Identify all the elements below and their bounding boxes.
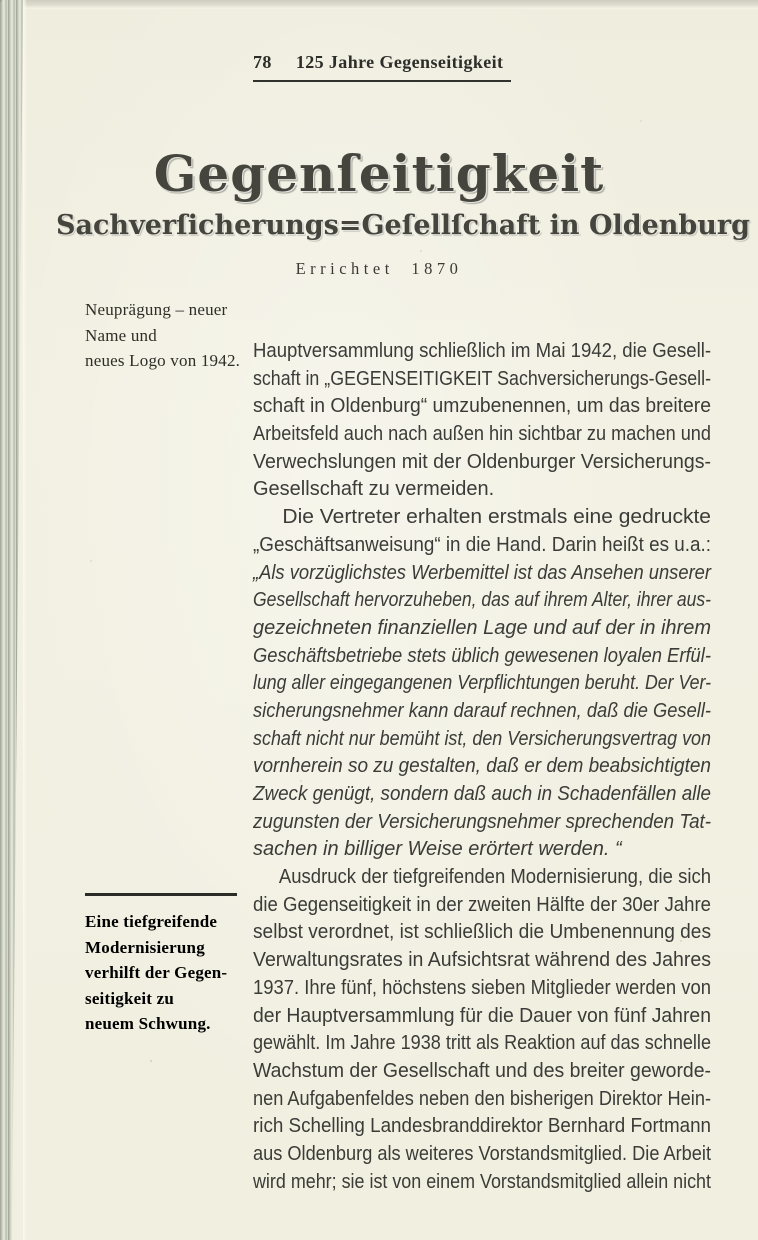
body-line-text: die Gegenseitigkeit in der zweiten Hälfte der 30er Jahre <box>253 893 711 916</box>
body-line-text: rich Schelling Landesbranddirektor Bernhard Fortmann <box>253 1115 711 1138</box>
caption-line: neues Logo von 1942. <box>85 351 241 370</box>
logo-subtitle: Sachverſicherungs=Geſellſchaft in Oldenburg <box>56 210 751 241</box>
running-head-title: 125 Jahre Gegenseitigkeit <box>295 52 504 72</box>
body-line <box>253 670 711 698</box>
body-line-text: 1937. Ihre fünf, höchstens sieben Mitglieder werden von <box>253 976 711 999</box>
body-line-text: vornherein so zu gestalten, daß er dem beabsichtigten <box>253 755 711 778</box>
body-line <box>253 476 711 504</box>
body-line <box>253 781 711 809</box>
body-line-text: selbst verordnet, ist schließlich die Umbenennung des <box>253 921 711 944</box>
body-line-text: Zweck genügt, sondern daß auch in Schadenfällen alle <box>253 783 711 805</box>
body-line <box>253 975 711 1003</box>
body-line <box>253 947 711 975</box>
body-line-text: Ausdruck der tiefgreifenden Modernisierung, die sich <box>278 866 711 889</box>
note-line: Eine tiefgreifende <box>85 912 218 931</box>
body-line <box>253 836 711 864</box>
margin-note <box>85 893 253 1037</box>
body-line-text: aus Oldenburg als weiteres Vorstandsmitglied. Die Arbeit <box>253 1142 711 1165</box>
body-line-text: zugunsten der Versicherungsnehmer sprechenden Tat- <box>253 810 711 833</box>
body-line-text: gewählt. Im Jahre 1938 tritt als Reaktion auf das schnelle <box>253 1032 711 1055</box>
body-line-text: schaft nicht nur bemüht ist, den Versicherungsvertrag von <box>253 727 711 750</box>
body-line <box>253 532 711 560</box>
body-line-text: Geschäftsbetriebe stets üblich gewesenen loyalen Erfül- <box>253 644 711 667</box>
body-line <box>253 864 711 892</box>
page-number: 78 <box>253 52 272 72</box>
running-head <box>253 52 511 82</box>
page-edge-highlight <box>23 0 27 1240</box>
body-line <box>253 366 711 394</box>
body-line <box>253 919 711 947</box>
body-line-text: gezeichneten finanziellen Lage und auf der in ihrem <box>253 616 711 639</box>
body-line-text: Gesellschaft zu vermeiden. <box>253 478 495 501</box>
body-line <box>253 1003 711 1031</box>
paper-specks <box>0 0 2 2</box>
body-line <box>253 726 711 754</box>
body-line-text: Arbeitsfeld auch nach außen hin sichtbar zu machen und <box>253 423 711 446</box>
body-line-text: sachen in billiger Weise erörtert werden. “ <box>253 838 622 861</box>
body-line-text: sicherungsnehmer kann darauf rechnen, daß die Gesell- <box>253 699 711 722</box>
body-line-text: nen Aufgabenfeldes neben den bisherigen Direktor Hein- <box>253 1087 711 1110</box>
body-line <box>253 338 711 366</box>
note-line: seitigkeit zu <box>85 988 175 1008</box>
body-line-text: der Hauptversammlung für die Dauer von fünf Jahren <box>253 1004 711 1027</box>
body-line-text: Verwechslungen mit der Oldenburger Versicherungs- <box>253 450 711 473</box>
page-stack-edge <box>0 0 23 1240</box>
body-line-text: Gesellschaft hervorzuheben, das auf ihrem Alter, ihrer aus- <box>253 589 711 612</box>
body-line <box>253 809 711 837</box>
page-top-edge <box>0 0 758 9</box>
note-line: verhilft der Gegen- <box>85 963 228 983</box>
body-line <box>253 1141 711 1169</box>
body-line <box>253 421 711 449</box>
body-line-text: lung aller eingegangenen Verpflichtungen beruht. Der Ver- <box>253 672 711 695</box>
body-line <box>253 449 711 477</box>
body-line <box>253 643 711 671</box>
body-line <box>253 1086 711 1114</box>
body-line <box>253 753 711 781</box>
body-column <box>253 338 711 1196</box>
caption-line: Neuprägung – neuer <box>85 300 228 319</box>
body-line-text: wird mehr; sie ist von einem Vorstandsmitglied allein nicht <box>253 1170 711 1193</box>
body-line-text: Die Vertreter erhalten erstmals eine gedruckte <box>282 506 711 529</box>
note-line: neuem Schwung. <box>85 1014 211 1034</box>
body-line <box>253 1169 711 1197</box>
body-line-text: Hauptversammlung schließlich im Mai 1942, die Gesell- <box>253 340 711 362</box>
body-line-text: schaft in Oldenburg“ umzubenennen, um das breitere <box>253 395 711 418</box>
body-line <box>253 393 711 421</box>
body-line <box>253 1058 711 1086</box>
margin-caption <box>85 297 257 374</box>
body-line <box>253 1113 711 1141</box>
body-line <box>253 698 711 726</box>
body-line <box>253 1030 711 1058</box>
body-line <box>253 560 711 588</box>
logo-title: Gegenſeitigkeit <box>153 144 605 203</box>
body-line <box>253 615 711 643</box>
body-line-text: „Als vorzüglichstes Werbemittel ist das Ansehen unserer <box>253 561 711 584</box>
body-line <box>253 587 711 615</box>
margin-note-rule <box>85 893 237 896</box>
body-line <box>253 892 711 920</box>
body-line-text: Verwaltungsrates in Aufsichtsrat während des Jahres <box>253 949 711 972</box>
body-line <box>253 504 711 532</box>
note-line: Modernisierung <box>85 937 205 957</box>
company-logo <box>56 144 751 279</box>
body-line-text: schaft in „GEGENSEITIGKEIT Sachversicherungs-Gesell- <box>253 367 711 390</box>
caption-line: Name und <box>85 325 157 345</box>
body-line-text: „Geschäftsanweisung“ in die Hand. Darin heißt es u.a.: <box>253 533 711 556</box>
logo-established-line: Errichtet 1870 <box>295 259 463 278</box>
body-line-text: Wachstum der Gesellschaft und des breiter geworde- <box>253 1059 711 1082</box>
